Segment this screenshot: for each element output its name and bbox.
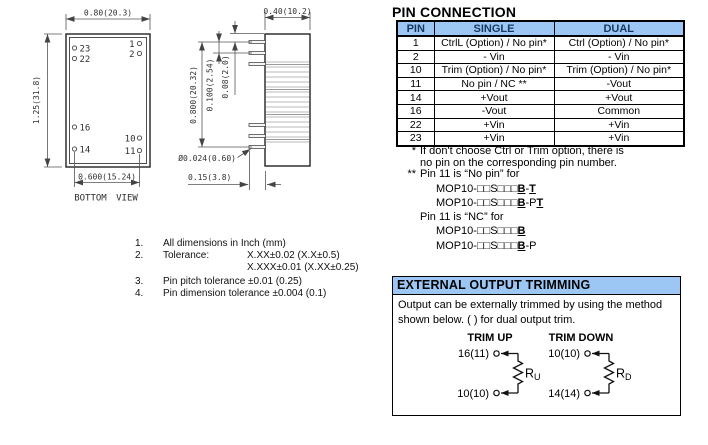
col-header-pin: PIN xyxy=(397,21,434,36)
table-row xyxy=(397,50,684,64)
dual-cell: Trim (Option) / No pin* xyxy=(554,64,684,78)
dim-bottomview-width: 0.80(20.3) xyxy=(83,8,133,18)
note-text: Pin dimension tolerance ±0.004 (0.1) xyxy=(163,288,327,299)
table-row xyxy=(397,118,684,132)
single-cell: - Vin xyxy=(434,50,554,64)
table-row xyxy=(397,91,684,105)
note-tolerance-value: X.XXX±0.01 (X.XX±0.25) xyxy=(247,262,359,273)
dim-pin-length: 0.15(3.8) xyxy=(188,173,232,182)
double-asterisk-marker: ** xyxy=(407,168,416,181)
footnote-text: Pin 11 is “No pin” for xyxy=(420,168,520,181)
pin-connection-title: PIN CONNECTION xyxy=(392,4,517,20)
trim-down-top-pin: 10(10) xyxy=(548,348,580,360)
pin-cell: 10 xyxy=(397,64,434,78)
terminal-circle xyxy=(585,351,590,356)
footnote-pin11 xyxy=(403,169,693,181)
note-text: Tolerance: xyxy=(163,250,210,261)
external-output-trimming-section xyxy=(392,276,681,416)
single-cell: Trim (Option) / No pin* xyxy=(434,64,554,78)
model-number: MOP10-□□S□□□B-PT xyxy=(436,197,544,210)
pin-cell: 2 xyxy=(397,50,434,64)
col-header-single: SINGLE xyxy=(434,21,554,36)
pin-label-10: 10 xyxy=(124,134,136,145)
resistor-rd-label: $R_D$ xyxy=(616,366,632,382)
terminal-circle xyxy=(585,390,590,395)
trim-up-label: TRIM UP xyxy=(467,332,513,344)
pin-cell: 22 xyxy=(397,118,434,132)
trimming-description: Output can be externally trimmed by using the method shown below. ( ) for dual output trim. xyxy=(398,299,663,326)
single-cell: No pin / NC ** xyxy=(434,77,554,91)
footnote-option xyxy=(403,146,693,158)
col-header-dual: DUAL xyxy=(554,21,684,36)
pin-cell: 14 xyxy=(397,91,434,105)
dual-cell: Common xyxy=(554,104,684,118)
pin-cell: 11 xyxy=(397,77,434,91)
trim-up-top-pin: 16(11) xyxy=(458,348,489,360)
model-number-list xyxy=(436,182,693,211)
model-number: MOP10-□□S□□□B-T xyxy=(436,182,536,195)
trimming-section-title: EXTERNAL OUTPUT TRIMMING xyxy=(393,277,680,295)
note-number: 1. xyxy=(135,238,144,249)
asterisk-marker: * xyxy=(411,145,416,157)
footnote-text: no pin on the corresponding pin number. xyxy=(420,156,617,169)
table-row xyxy=(397,104,684,118)
dim-pin-offset: 0.08(2.0) xyxy=(221,55,230,99)
model-number: MOP10-□□S□□□B xyxy=(436,225,526,238)
pin-connection-table xyxy=(396,20,685,147)
dim-bottomview-pinspan: 0.600(15.24) xyxy=(78,172,136,182)
table-row xyxy=(397,64,684,78)
bottom-view-drawing xyxy=(32,9,150,204)
single-cell: -Vout xyxy=(434,104,554,118)
dual-cell: +Vin xyxy=(554,118,684,132)
terminal-circle xyxy=(494,390,499,395)
table-header-row xyxy=(397,21,684,36)
note-number: 2. xyxy=(135,250,144,261)
dual-cell: +Vout xyxy=(554,91,684,105)
dim-bottomview-height: 1.25(31.8) xyxy=(32,75,41,125)
trim-up-bottom-pin: 10(10) xyxy=(457,388,489,400)
dim-pin-pitch: 0.100(2.54) xyxy=(205,58,215,112)
footnote-nc-intro: Pin 11 is “NC” for xyxy=(420,210,504,223)
note-number: 3. xyxy=(135,276,144,287)
dual-cell: -Vout xyxy=(554,77,684,91)
footnote-text: If don't choose Ctrl or Trim option, there is xyxy=(420,145,624,157)
trim-down-label: TRIM DOWN xyxy=(548,332,614,344)
pin-cell: 23 xyxy=(397,132,434,146)
dual-cell: - Vin xyxy=(554,50,684,64)
dim-pin-span: 0.800(20.32) xyxy=(189,66,198,124)
pin-label-22: 22 xyxy=(79,55,91,65)
table-row xyxy=(397,77,684,91)
pin-label-16: 16 xyxy=(79,123,91,134)
pin-cell: 16 xyxy=(397,104,434,118)
pin-label-11: 11 xyxy=(124,147,136,157)
trim-up-circuit xyxy=(457,332,540,400)
table-footnotes xyxy=(403,146,693,254)
resistor-symbol xyxy=(514,354,523,394)
pin-label-2: 2 xyxy=(129,50,135,60)
dual-cell: +Vin xyxy=(554,132,684,146)
terminal-circle xyxy=(494,351,499,356)
dim-pin-diameter: Ø0.024(0.60) xyxy=(178,154,236,163)
model-number-list xyxy=(436,224,693,253)
heatsink-fins xyxy=(266,62,309,142)
bottom-view-caption: BOTTOM VIEW xyxy=(74,193,138,204)
note-text: Pin pitch tolerance ±0.01 (0.25) xyxy=(163,276,302,287)
pin-label-1: 1 xyxy=(129,40,135,50)
mechanical-drawing xyxy=(0,0,390,235)
model-number: MOP10-□□S□□□B-P xyxy=(436,240,537,253)
note-tolerance-value: X.XX±0.02 (X.X±0.5) xyxy=(247,250,340,261)
trim-circuits-diagram xyxy=(393,329,680,415)
single-cell: +Vin xyxy=(434,132,554,146)
dim-sideview-width: 0.40(10.2) xyxy=(263,7,312,16)
single-cell: +Vin xyxy=(434,118,554,132)
resistor-ru-label: $R_U$ xyxy=(525,366,541,382)
note-number: 4. xyxy=(135,288,144,299)
dual-cell: Ctrl (Option) / No pin* xyxy=(554,36,684,50)
side-view-pins xyxy=(249,41,266,149)
table-row xyxy=(397,132,684,146)
side-view-drawing xyxy=(178,7,311,190)
single-cell: +Vout xyxy=(434,91,554,105)
pin-label-23: 23 xyxy=(79,44,91,55)
trim-down-circuit xyxy=(548,332,632,400)
table-row xyxy=(397,36,684,50)
note-text: All dimensions in Inch (mm) xyxy=(163,238,286,249)
single-cell: CtrlL (Option) / No pin* xyxy=(434,36,554,50)
trim-down-bottom-pin: 14(14) xyxy=(548,388,580,400)
pin-label-14: 14 xyxy=(79,145,91,156)
pin-cell: 1 xyxy=(397,36,434,50)
resistor-symbol xyxy=(605,354,614,394)
